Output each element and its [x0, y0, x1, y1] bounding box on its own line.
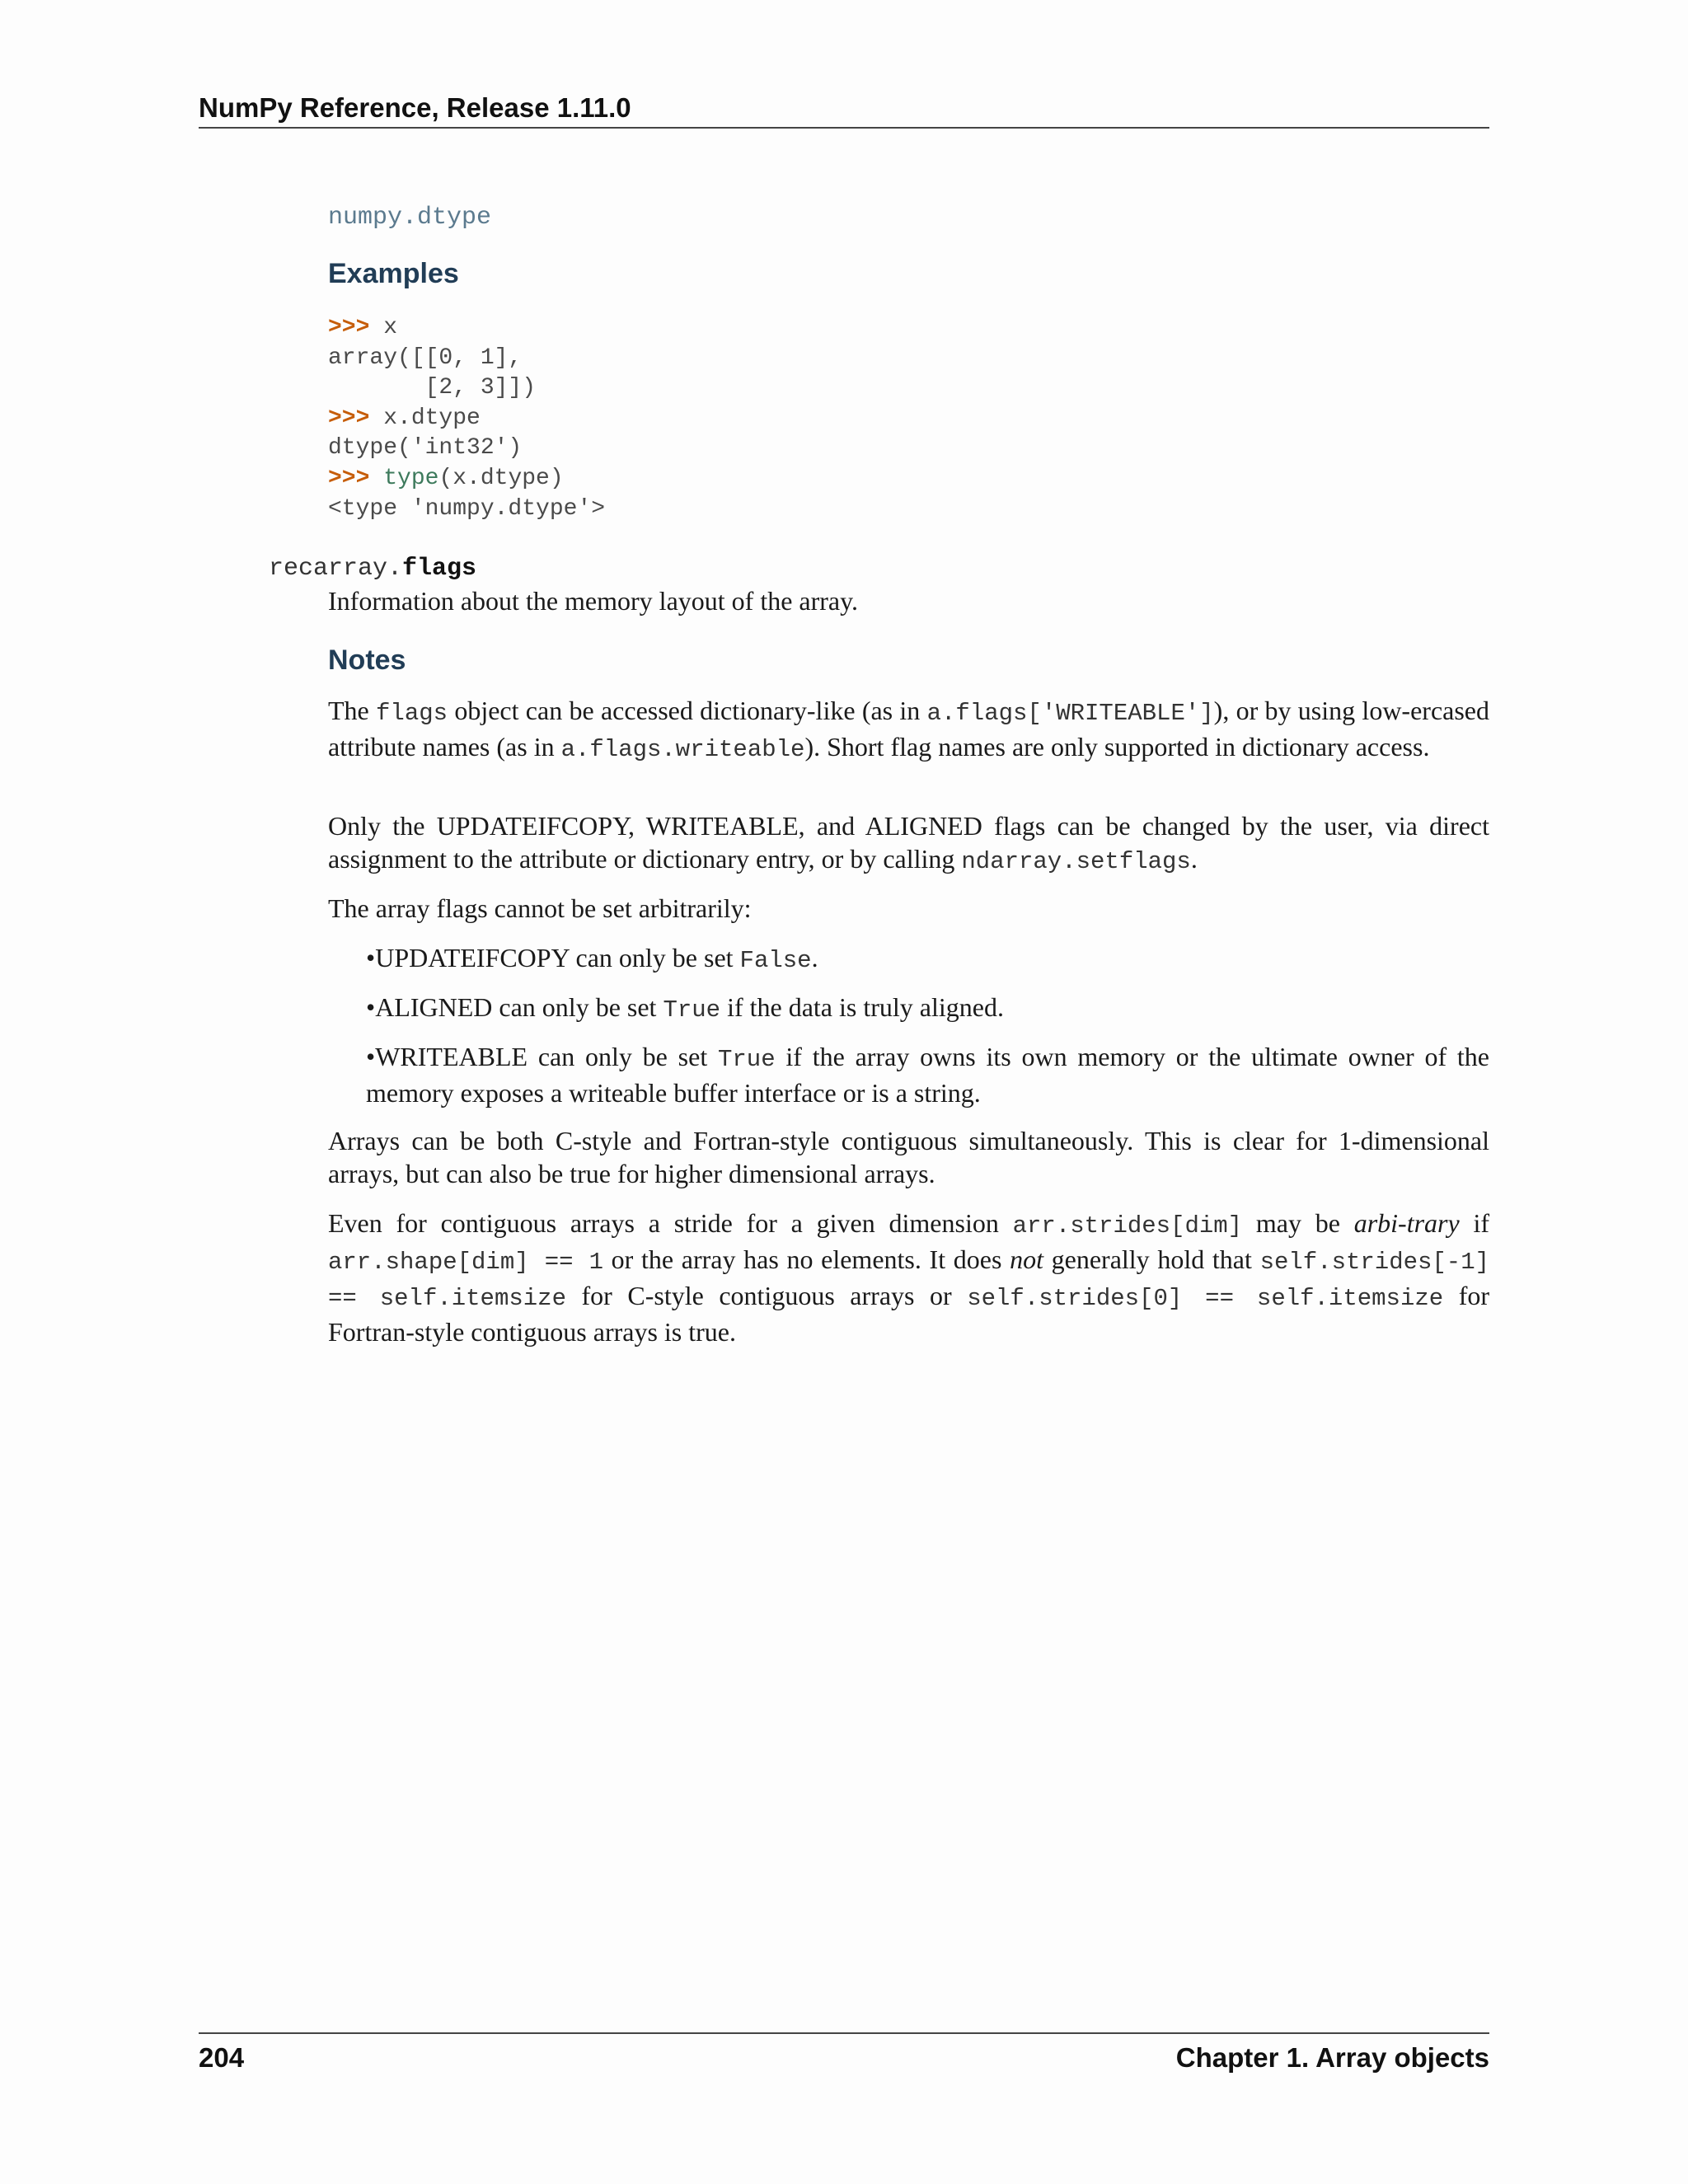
prompt: >>>: [328, 315, 384, 340]
text: ), or by using low-ercased attribute names (as in: [328, 696, 1490, 762]
text: ). Short flag names are only supported in dictionary access.: [804, 732, 1430, 762]
setflags-link[interactable]: ndarray.setflags: [961, 848, 1191, 875]
text: generally hold that: [1043, 1244, 1260, 1274]
page-number: 204: [199, 2042, 245, 2073]
text: .: [1190, 844, 1198, 874]
text: Only the UPDATEIFCOPY, WRITEABLE, and ALIGNED flags can be changed by the user, via direct assignment to the attribute or dictionary entry, or by calling: [328, 811, 1489, 874]
inline-code: True: [718, 1046, 776, 1073]
notes-paragraph-2: [328, 809, 1489, 879]
inline-code: self.strides[-1] == self.itemsize: [328, 1249, 1490, 1312]
code-line: [328, 344, 605, 374]
attribute-description: Information about the memory layout of the array.: [328, 586, 859, 616]
notes-paragraph-3: The array flags cannot be set arbitrarily:: [328, 893, 752, 923]
notes-heading: Notes: [328, 644, 406, 676]
prompt: >>>: [328, 405, 384, 431]
inline-code: arr.shape[dim] == 1: [328, 1249, 603, 1276]
code-line: [328, 404, 605, 434]
attribute-class: recarray.: [269, 555, 403, 583]
text: if the array owns its own memory or the ultimate owner of the memory exposes a writeable buffer interface or is a string.: [366, 1042, 1490, 1108]
text: Even for contiguous arrays a stride for a given dimension: [328, 1208, 1013, 1238]
builtin-type: type: [383, 465, 439, 491]
text: ALIGNED can only be set: [375, 992, 663, 1022]
text: or the array has no elements. It does: [603, 1244, 1010, 1274]
document-title: NumPy Reference, Release 1.11.0: [199, 92, 631, 123]
code-line: [328, 313, 605, 344]
notes-paragraph-1: [328, 694, 1489, 766]
text: WRITEABLE can only be set: [375, 1042, 718, 1071]
chapter-title: Chapter 1. Array objects: [1175, 2042, 1489, 2073]
code-line: [328, 464, 605, 494]
code-text: (x.dtype): [438, 465, 564, 491]
text: if: [1459, 1208, 1490, 1238]
numpy-dtype-link[interactable]: numpy.dtype: [328, 204, 492, 232]
examples-code-block: [328, 313, 605, 524]
code-line: [328, 373, 605, 404]
notes-paragraph-5: [328, 1207, 1489, 1348]
code-text: <type 'numpy.dtype'>: [328, 495, 606, 522]
text: if the data is truly aligned.: [720, 992, 1004, 1022]
inline-code: a.flags['WRITEABLE']: [926, 700, 1214, 727]
attribute-signature: [269, 555, 476, 583]
running-header: [199, 92, 1489, 129]
see-also: [328, 202, 1489, 232]
code-text: [2, 3]]): [328, 375, 537, 401]
text: .: [811, 943, 818, 972]
inline-code: arr.strides[dim]: [1012, 1212, 1243, 1240]
bullet-item: •WRITEABLE can only be set True if the array owns its own memory or the ultimate owner of the memory exposes a writeable buffer interface or is a string.: [366, 1042, 1490, 1108]
code-line: [328, 434, 605, 464]
notes-paragraph-4: Arrays can be both C-style and Fortran-style contiguous simultaneously. This is clear for 1-dimensional arrays, but can also be true for higher dimensional arrays.: [328, 1126, 1489, 1188]
code-text: x.dtype: [383, 405, 481, 431]
text: UPDATEIFCOPY can only be set: [375, 943, 740, 972]
inline-code: a.flags.writeable: [560, 736, 805, 763]
inline-code: True: [663, 996, 721, 1024]
code-text: array([[0, 1],: [328, 344, 523, 371]
text: The: [328, 696, 377, 725]
inline-code: self.strides[0] == self.itemsize: [967, 1285, 1444, 1312]
running-footer: [199, 2032, 1489, 2074]
code-line: [328, 494, 605, 525]
code-text: dtype('int32'): [328, 435, 523, 462]
prompt: >>>: [328, 465, 384, 491]
inline-code: False: [739, 947, 812, 974]
code-text: x: [383, 315, 398, 340]
flags-link[interactable]: flags: [376, 700, 448, 727]
text: may be: [1242, 1208, 1354, 1238]
emphasis: arbi-trary: [1353, 1208, 1460, 1238]
text: for Fortran-style contiguous arrays is true.: [328, 1281, 1490, 1347]
examples-heading: Examples: [328, 258, 459, 289]
emphasis: not: [1010, 1244, 1043, 1274]
bullet-item: •ALIGNED can only be set True if the data is truly aligned.: [366, 992, 1004, 1024]
text: for C-style contiguous arrays or: [565, 1281, 968, 1310]
text: object can be accessed dictionary-like (as in: [448, 696, 927, 725]
bullet-item: •UPDATEIFCOPY can only be set False.: [366, 943, 818, 974]
attribute-name: flags: [402, 555, 477, 583]
